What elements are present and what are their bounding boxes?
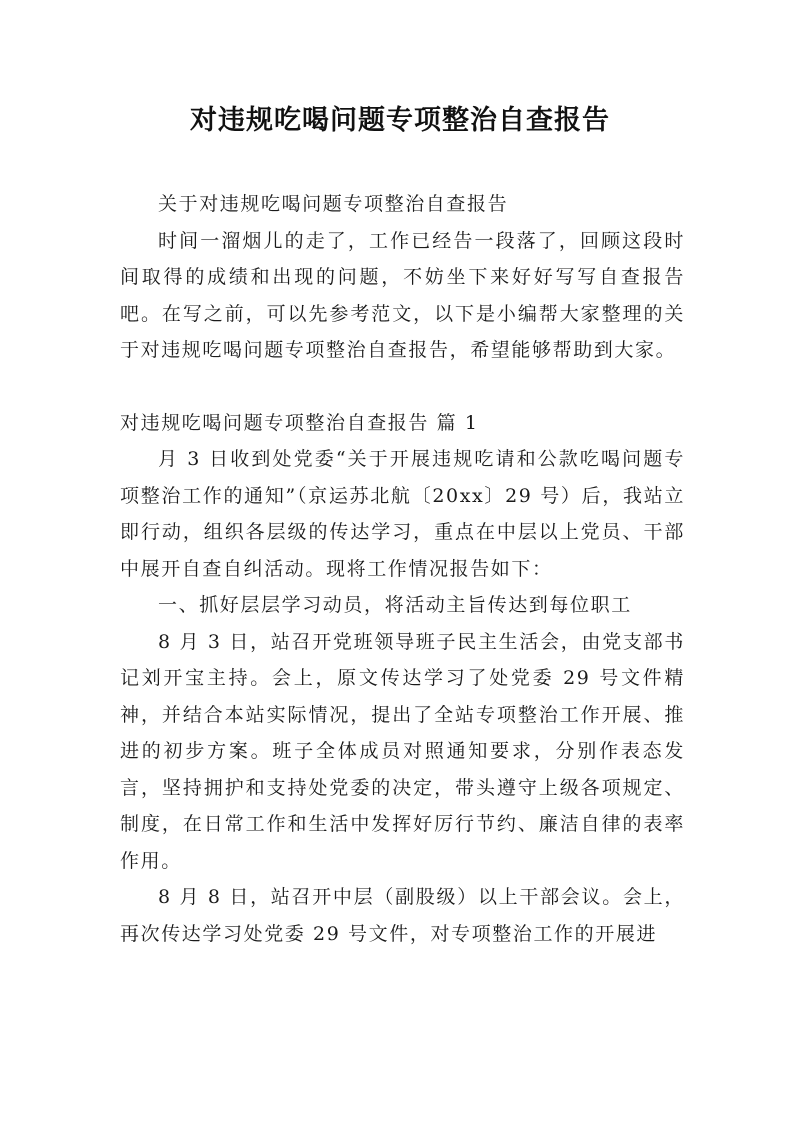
paragraph-gap <box>120 369 685 405</box>
body-paragraph-aug8: 8 月 8 日，站召开中层（副股级）以上干部会议。会上，再次传达学习处党委 29 号文件，对专项整治工作的开展进 <box>120 886 685 945</box>
body-paragraph-notice: 月 3 日收到处党委“关于开展违规吃请和公款吃喝问题专项整治工作的通知”（京运苏北航〔20xx〕29 号）后，我站立即行动，组织各层级的传达学习，重点在中层以上党员、干部中展开自查自纠活动。现将工作情况报告如下： <box>120 448 685 580</box>
intro-paragraph: 时间一溜烟儿的走了，工作已经告一段落了，回顾这段时间取得的成绩和出现的问题，不妨坐下来好好写写自查报告吧。在写之前，可以先参考范文，以下是小编帮大家整理的关于对违规吃喝问题专项整治自查报告，希望能够帮助到大家。 <box>120 229 685 361</box>
document-body <box>120 186 685 952</box>
subheading-study-mobilization: 一、抓好层层学习动员，将活动主旨传达到每位职工 <box>158 594 632 616</box>
document-title: 对违规吃喝问题专项整治自查报告 <box>190 105 610 136</box>
body-paragraph-aug3: 8 月 3 日，站召开党班领导班子民主生活会，由党支部书记刘开宝主持。会上，原文传达学习了处党委 29 号文件精神，并结合本站实际情况，提出了全站专项整治工作开展、推进的初步方案。班子全体成员对照通知要求，分别作表态发言，坚持拥护和支持处党委的决定，带头遵守上级各项规定、制度，在日常工作和生活中发挥好厉行节约、廉洁自律的表率作用。 <box>120 630 685 872</box>
section-heading: 对违规吃喝问题专项整治自查报告 篇 1 <box>120 411 479 434</box>
intro-heading: 关于对违规吃喝问题专项整治自查报告 <box>158 193 509 215</box>
